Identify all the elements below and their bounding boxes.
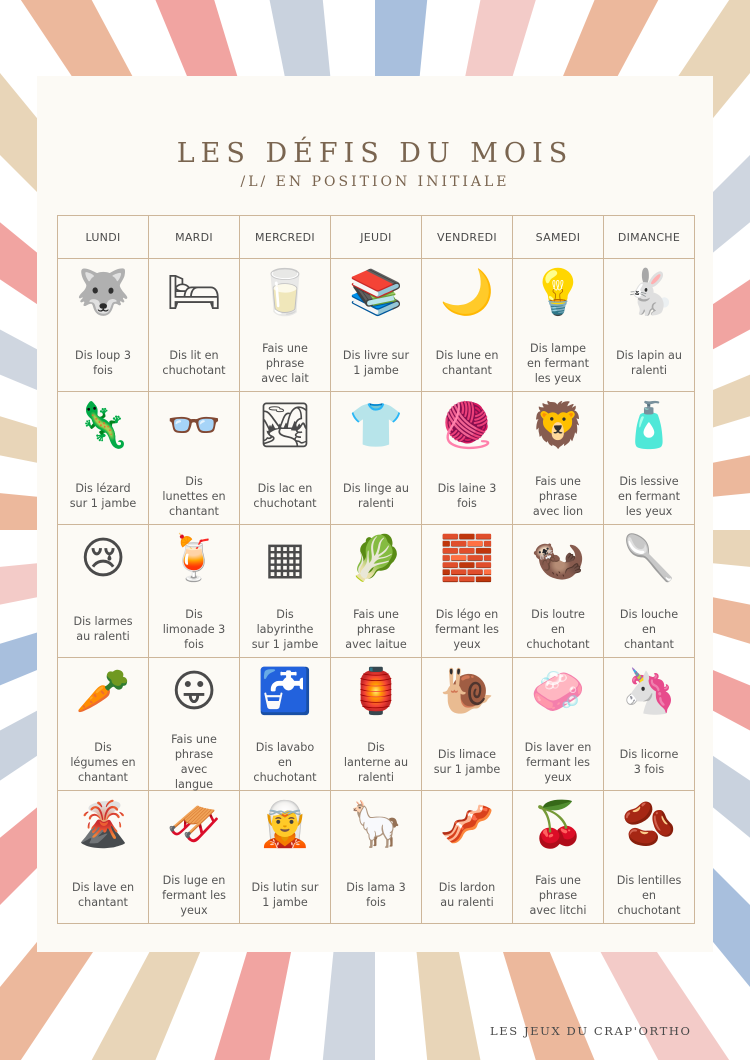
challenge-text: Dis limonade 3 fois (162, 607, 226, 651)
challenge-text: Dis lanterne au ralenti (343, 740, 409, 784)
challenge-cell (604, 791, 695, 924)
challenge-cell (58, 525, 149, 658)
challenge-text: Dis lampe en fermant les yeux (527, 341, 589, 385)
challenge-text: Dis lézard sur 1 jambe (69, 482, 137, 510)
page-title: LES DÉFIS DU MOIS (176, 138, 574, 169)
lychee-icon: 🍒 (530, 799, 586, 850)
bacon-icon: 🥓 (439, 799, 495, 850)
moon-icon: 🌙 (439, 267, 495, 318)
day-header-row (58, 216, 695, 259)
challenge-cell (240, 525, 331, 658)
challenge-text: Dis limace sur 1 jambe (433, 748, 501, 776)
challenge-cell (422, 658, 513, 791)
lettuce-icon: 🥬 (348, 533, 404, 584)
challenge-text: Dis lac en chuchotant (253, 482, 317, 510)
week-row (58, 791, 695, 924)
challenge-text: Dis laver en fermant les yeux (524, 740, 592, 784)
challenge-text: Dis luge en fermant les yeux (162, 873, 226, 917)
rabbit-icon: 🐇 (621, 267, 677, 318)
challenge-text: Dis légumes en chantant (70, 740, 136, 784)
challenge-text: Dis légo en fermant les yeux (435, 607, 499, 651)
llama-icon: 🦙 (348, 799, 404, 850)
challenge-text: Dis laine 3 fois (437, 482, 497, 510)
challenge-text: Dis lavabo en chuchotant (253, 740, 317, 784)
bed-icon: 🛏 (166, 267, 222, 318)
challenge-cell (331, 658, 422, 791)
lemonade-icon: 🍹 (166, 533, 222, 584)
week-row (58, 259, 695, 392)
wolf-icon: 🐺 (75, 267, 131, 318)
challenge-cell (240, 392, 331, 525)
slug-icon: 🐌 (439, 666, 495, 717)
day-header: MARDI (149, 216, 240, 259)
challenge-text: Dis lune en chantant (435, 349, 499, 377)
challenge-text: Dis lutin sur 1 jambe (251, 881, 319, 909)
challenge-cell (149, 259, 240, 392)
challenge-text: Fais une phrase avec lait (261, 341, 309, 385)
challenge-text: Dis larmes au ralenti (73, 615, 133, 643)
unicorn-icon: 🦄 (621, 666, 677, 717)
lion-icon: 🦁 (530, 400, 586, 451)
page-subtitle: /L/ EN POSITION INITIALE (240, 174, 510, 190)
challenge-cell (422, 791, 513, 924)
challenge-cell (513, 791, 604, 924)
challenge-cell (240, 259, 331, 392)
lantern-icon: 🏮 (348, 666, 404, 717)
challenge-cell (58, 392, 149, 525)
vegetables-icon: 🥕 (75, 666, 131, 717)
day-header: SAMEDI (513, 216, 604, 259)
challenge-cell (149, 392, 240, 525)
challenge-cell (513, 658, 604, 791)
challenge-cell (604, 525, 695, 658)
tears-icon: 😢 (80, 533, 126, 584)
challenge-cell (604, 392, 695, 525)
day-header: JEUDI (331, 216, 422, 259)
challenge-text: Dis loutre en chuchotant (526, 607, 590, 651)
challenge-text: Dis louche en chantant (619, 607, 679, 651)
week-row (58, 658, 695, 791)
volcano-icon: 🌋 (75, 799, 131, 850)
challenge-cell (331, 392, 422, 525)
challenge-cell (240, 658, 331, 791)
otter-icon: 🦦 (530, 533, 586, 584)
challenge-text: Fais une phrase avec langue (171, 733, 217, 791)
challenge-text: Dis lunettes en chantant (162, 474, 226, 518)
milk-icon: 🥛 (257, 267, 313, 318)
challenge-text: Fais une phrase avec lion (532, 474, 584, 518)
challenge-text: Dis lama 3 fois (346, 881, 406, 909)
day-header: VENDREDI (422, 216, 513, 259)
sled-icon: 🛷 (166, 799, 222, 850)
challenge-text: Dis lave en chantant (71, 881, 135, 909)
lizard-icon: 🦎 (75, 400, 131, 451)
challenge-text: Fais une phrase avec laitue (345, 607, 407, 651)
challenge-cell (149, 525, 240, 658)
books-icon: 📚 (348, 267, 404, 318)
challenge-cell (149, 791, 240, 924)
challenge-cell (604, 259, 695, 392)
challenge-cell (331, 259, 422, 392)
challenge-cell (513, 392, 604, 525)
challenge-text: Dis lit en chuchotant (162, 349, 226, 377)
washing-hands-icon: 🧼 (530, 666, 586, 717)
sink-icon: 🚰 (257, 666, 313, 717)
footer-brand: LES JEUX DU CRAP'ORTHO (490, 1024, 692, 1038)
week-row (58, 525, 695, 658)
day-header: MERCREDI (240, 216, 331, 259)
challenge-cell (240, 791, 331, 924)
lentils-icon: 🫘 (621, 799, 677, 850)
challenge-cell (331, 791, 422, 924)
detergent-icon: 🧴 (621, 400, 677, 451)
maze-icon: ▦ (264, 533, 306, 584)
day-header: DIMANCHE (604, 216, 695, 259)
challenge-text: Dis linge au ralenti (343, 482, 409, 510)
lake-icon: 🏞 (257, 400, 313, 451)
challenge-text: Dis livre sur 1 jambe (342, 349, 410, 377)
challenge-text: Dis loup 3 fois (75, 349, 131, 377)
laundry-icon: 👕 (348, 400, 404, 451)
challenge-cell (422, 525, 513, 658)
challenge-cell (58, 259, 149, 392)
challenge-cell (422, 392, 513, 525)
ladle-icon: 🥄 (621, 533, 677, 584)
challenge-cell (604, 658, 695, 791)
challenge-text: Dis lardon au ralenti (438, 881, 496, 909)
glasses-icon: 👓 (166, 400, 222, 451)
challenge-text: Dis lessive en fermant les yeux (618, 474, 680, 518)
challenge-text: Dis lentilles en chuchotant (616, 873, 682, 917)
challenge-cell (422, 259, 513, 392)
challenge-cell (513, 259, 604, 392)
week-row (58, 392, 695, 525)
lamp-icon: 💡 (530, 267, 586, 318)
challenge-cell (331, 525, 422, 658)
challenge-cell (149, 658, 240, 791)
calendar-grid (57, 215, 695, 924)
challenge-text: Fais une phrase avec litchi (529, 873, 587, 917)
elf-icon: 🧝 (257, 799, 313, 850)
challenge-text: Dis lapin au ralenti (616, 349, 682, 377)
challenge-text: Dis labyrinthe sur 1 jambe (251, 607, 319, 651)
tongue-icon: 😛 (171, 666, 217, 717)
day-header: LUNDI (58, 216, 149, 259)
challenge-cell (58, 791, 149, 924)
challenge-card (37, 76, 713, 952)
challenge-cell (513, 525, 604, 658)
challenge-cell (58, 658, 149, 791)
lego-icon: 🧱 (439, 533, 495, 584)
challenge-text: Dis licorne 3 fois (619, 748, 679, 776)
yarn-icon: 🧶 (439, 400, 495, 451)
